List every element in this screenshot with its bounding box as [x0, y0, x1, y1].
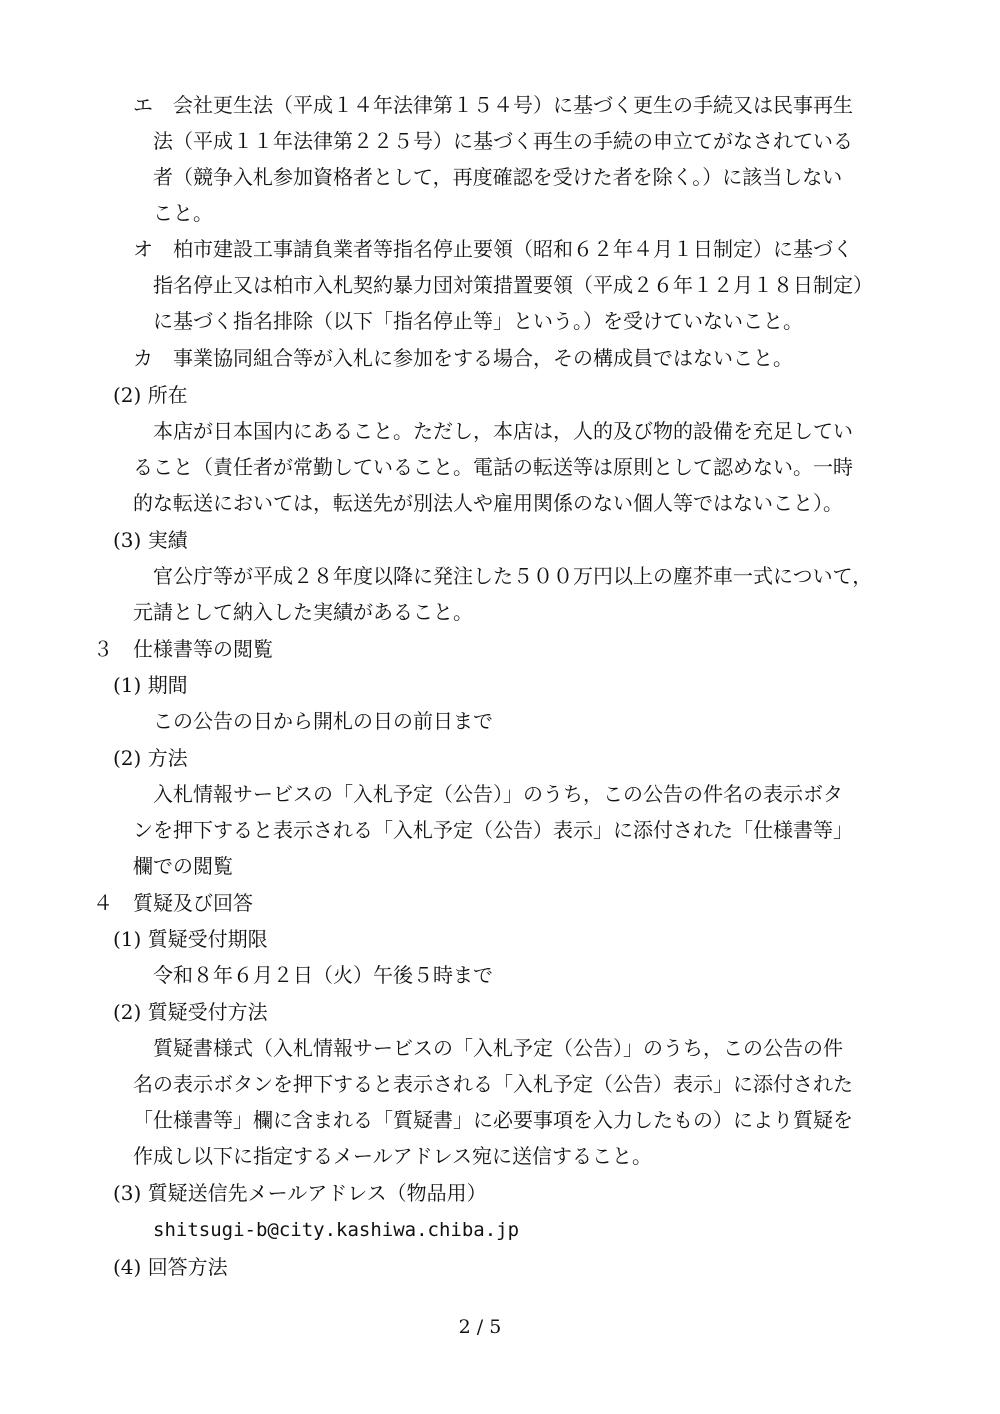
method-line-2: ンを押下すると表示される「入札予定（公告）表示」に添付された「仕様書等」 [133, 818, 853, 842]
item-e-line-4: こと。 [153, 201, 213, 225]
heading-4-3-email: (3) 質疑送信先メールアドレス（物品用） [113, 1181, 487, 1205]
section-3-heading: ３ 仕様書等の閲覧 [93, 637, 273, 661]
item-e-line-2: 法（平成１１年法律第２２５号）に基づく再生の手続の申立てがなされている [153, 129, 853, 153]
section-4-heading: ４ 質疑及び回答 [93, 891, 253, 915]
submission-line-3: 「仕様書等」欄に含まれる「質疑書」に必要事項を入力したもの）により質疑を [133, 1108, 853, 1132]
item-o-line-2: 指名停止又は柏市入札契約暴力団対策措置要領（平成２６年１２月１８日制定） [153, 273, 873, 297]
email-address: shitsugi-b@city.kashiwa.chiba.jp [153, 1219, 520, 1241]
record-line-2: 元請として納入した実績があること。 [133, 600, 473, 624]
heading-3-1-period: (1) 期間 [113, 673, 188, 697]
item-o-line-3: に基づく指名排除（以下「指名停止等」という。）を受けていないこと。 [153, 309, 803, 333]
location-line-1: 本店が日本国内にあること。ただし，本店は，人的及び物的設備を充足してい [153, 419, 853, 443]
item-o-line-1: オ 柏市建設工事請負業者等指名停止要領（昭和６２年４月１日制定）に基づく [133, 237, 853, 261]
deadline-line-1: 令和８年６月２日（火）午後５時まで [153, 963, 493, 987]
location-line-2: ること（責任者が常勤していること。電話の転送等は原則として認めない。一時 [133, 455, 853, 479]
item-ka-line-1: カ 事業協同組合等が入札に参加をする場合，その構成員ではないこと。 [133, 346, 793, 370]
record-line-1: 官公庁等が平成２８年度以降に発注した５００万円以上の塵芥車一式について， [153, 564, 873, 588]
method-line-3: 欄での閲覧 [133, 854, 233, 878]
item-e-line-1: エ 会社更生法（平成１４年法律第１５４号）に基づく更生の手続又は民事再生 [133, 93, 853, 117]
page-number: 2 / 5 [458, 1316, 502, 1338]
heading-4-2-submission-method: (2) 質疑受付方法 [113, 1000, 268, 1024]
heading-3-record: (3) 実績 [113, 528, 188, 552]
item-e-line-3: 者（競争入札参加資格者として，再度確認を受けた者を除く。）に該当しない [153, 165, 843, 189]
method-line-1: 入札情報サービスの「入札予定（公告）」のうち，この公告の件名の表示ボタ [153, 782, 843, 806]
heading-4-1-deadline: (1) 質疑受付期限 [113, 927, 268, 951]
submission-line-2: 名の表示ボタンを押下すると表示される「入札予定（公告）表示」に添付された [133, 1072, 853, 1096]
heading-2-location: (2) 所在 [113, 383, 188, 407]
heading-3-2-method: (2) 方法 [113, 746, 188, 770]
submission-line-1: 質疑書様式（入札情報サービスの「入札予定（公告）」のうち，この公告の件 [153, 1036, 843, 1060]
heading-4-4-answer-method: (4) 回答方法 [113, 1255, 228, 1279]
location-line-3: 的な転送においては，転送先が別法人や雇用関係のない個人等ではないこと）。 [133, 491, 843, 515]
submission-line-4: 作成し以下に指定するメールアドレス宛に送信すること。 [133, 1144, 652, 1168]
period-line-1: この公告の日から開札の日の前日まで [153, 709, 493, 733]
